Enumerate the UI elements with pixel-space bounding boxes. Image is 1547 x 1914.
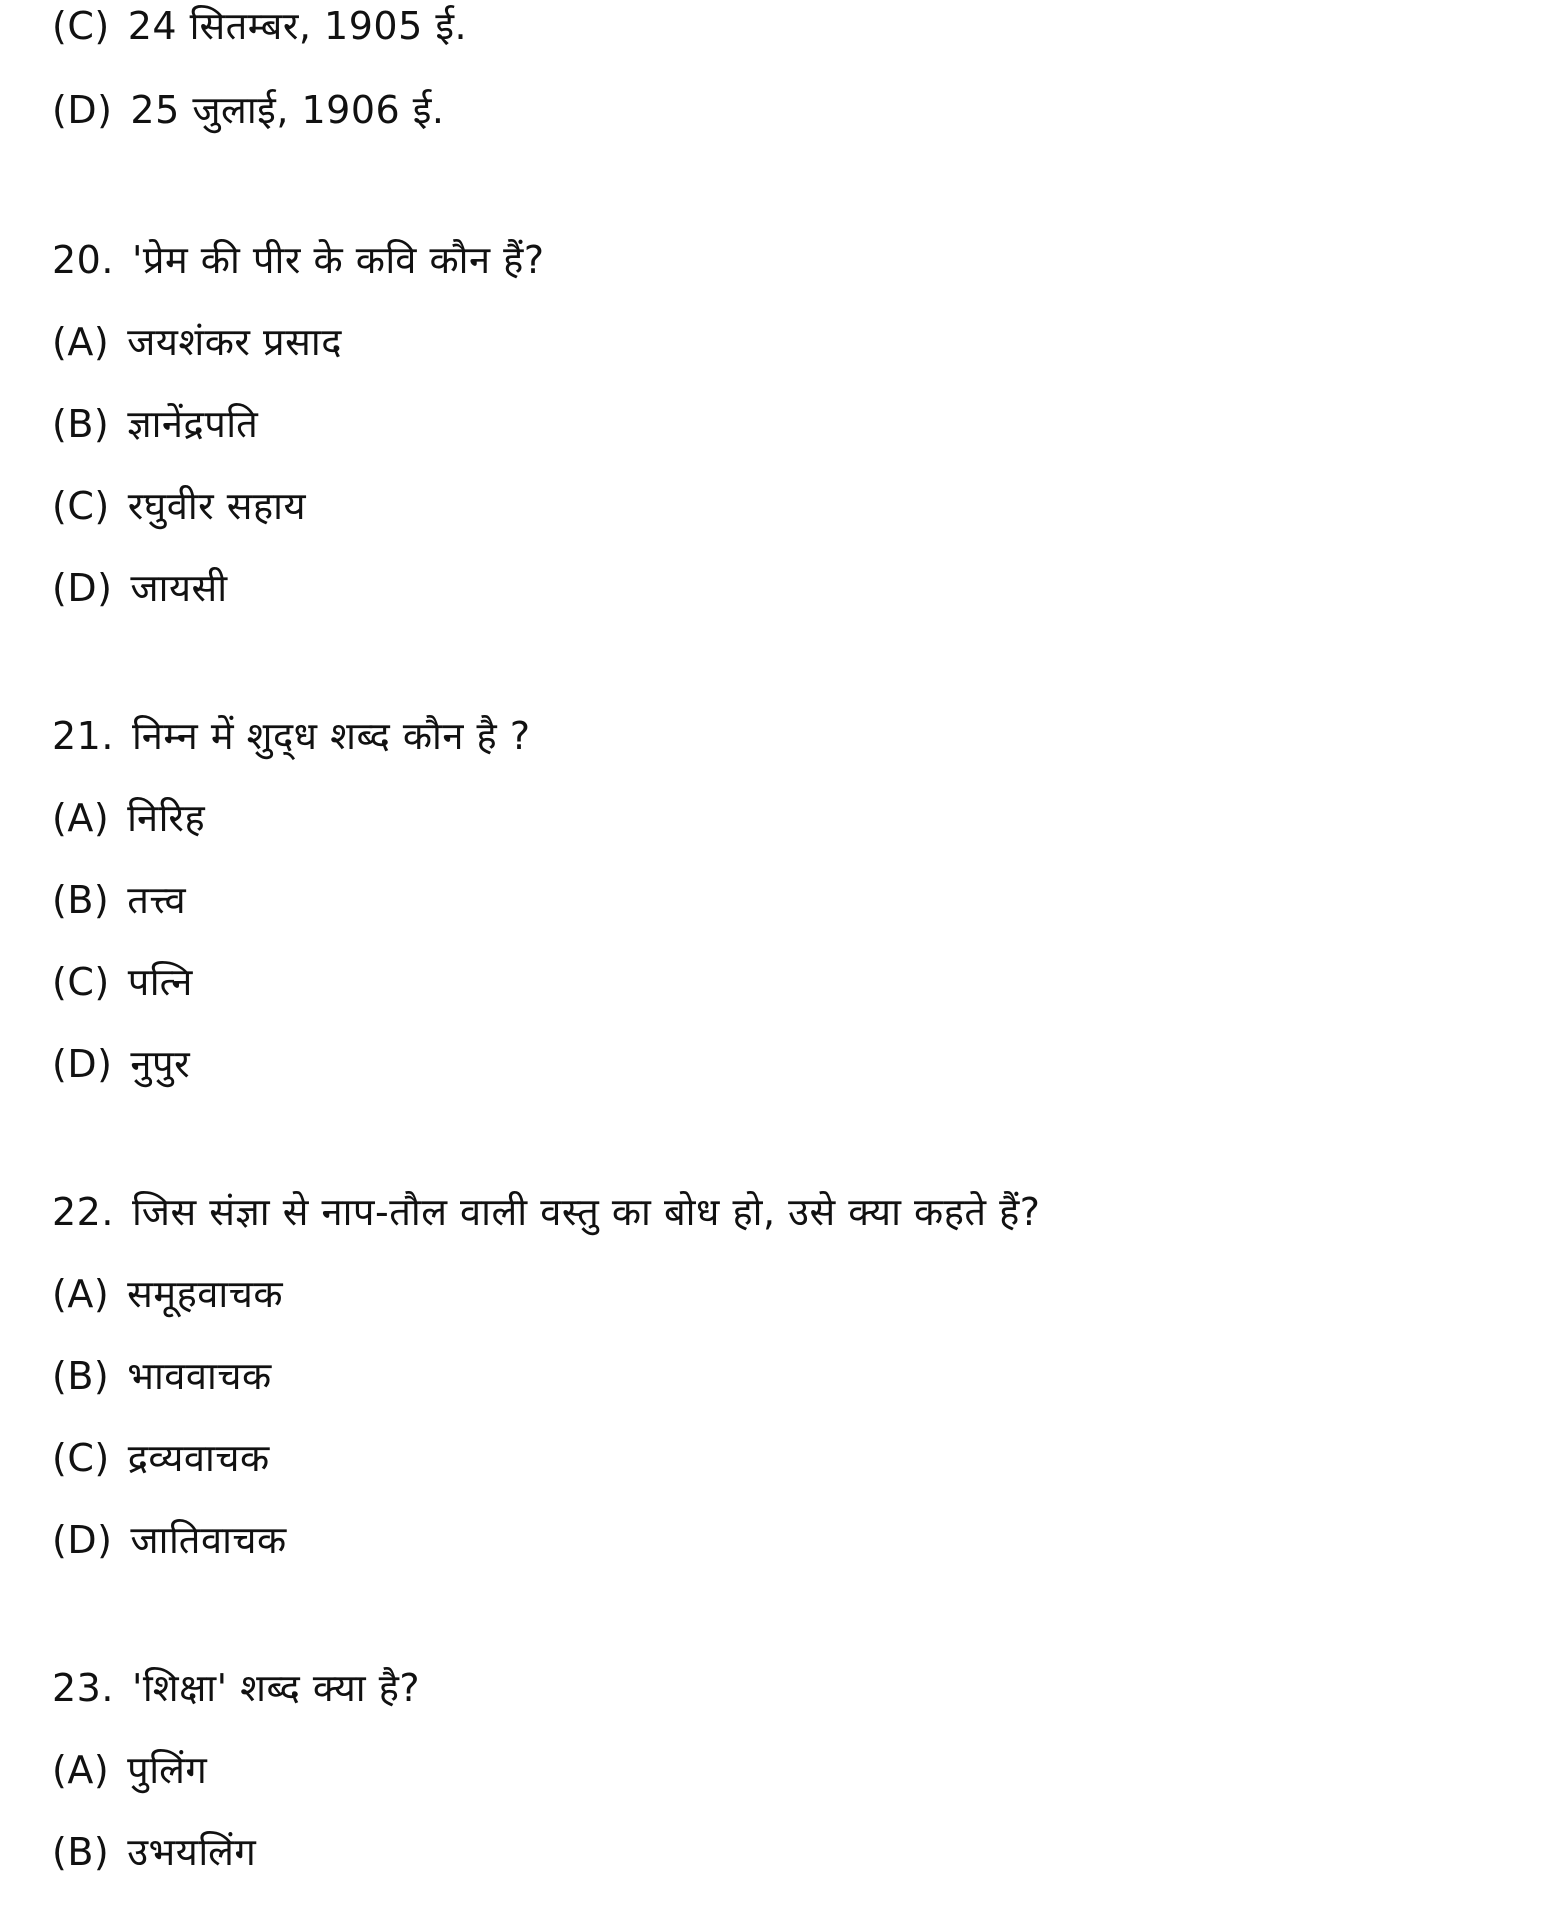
option-label: (B): [52, 402, 110, 446]
q22-option-d: [52, 1516, 287, 1564]
option-text: 24 सितम्बर, 1905 ई.: [127, 4, 468, 48]
q20-option-b: [52, 400, 258, 448]
option-prev-d: [52, 86, 445, 134]
option-label: (B): [52, 1830, 110, 1874]
option-text: ज्ञानेंद्रपति: [127, 402, 259, 446]
option-text: समूहवाचक: [127, 1272, 284, 1316]
option-text: जयशंकर प्रसाद: [127, 320, 342, 364]
q21-option-d: [52, 1040, 190, 1088]
question-text: 'शिक्षा' शब्द क्या है?: [131, 1666, 421, 1710]
question-21: [52, 712, 531, 760]
question-22: [52, 1188, 1040, 1236]
question-number: 22.: [52, 1190, 114, 1234]
option-label: (C): [52, 1436, 110, 1480]
question-number: 21.: [52, 714, 114, 758]
option-text: 25 जुलाई, 1906 ई.: [130, 88, 445, 132]
option-label: (D): [52, 1518, 113, 1562]
q22-option-b: [52, 1352, 272, 1400]
question-text: निम्न में शुद्‌ध शब्द कौन है ?: [131, 714, 531, 758]
q22-option-c: [52, 1434, 270, 1482]
option-label: (A): [52, 320, 110, 364]
option-text: निरिह: [127, 796, 206, 840]
option-label: (A): [52, 796, 110, 840]
question-20: [52, 236, 545, 284]
option-label: (A): [52, 1272, 110, 1316]
option-text: नुपुर: [130, 1042, 191, 1086]
option-label: (C): [52, 484, 110, 528]
option-label: (B): [52, 878, 110, 922]
question-text: जिस संज्ञा से नाप-तौल वाली वस्तु का बोध हो, उसे क्या कहते हैं?: [131, 1190, 1041, 1234]
option-text: उभयलिंग: [127, 1830, 257, 1874]
question-number: 20.: [52, 238, 114, 282]
q20-option-d: [52, 564, 228, 612]
option-label: (D): [52, 1042, 113, 1086]
question-23: [52, 1664, 420, 1712]
option-text: भाववाचक: [127, 1354, 272, 1398]
q20-option-a: [52, 318, 342, 366]
q21-option-b: [52, 876, 186, 924]
question-number: 23.: [52, 1666, 114, 1710]
option-text: जातिवाचक: [130, 1518, 287, 1562]
option-label: (D): [52, 88, 113, 132]
option-text: जायसी: [130, 566, 228, 610]
q22-option-a: [52, 1270, 283, 1318]
option-label: (B): [52, 1354, 110, 1398]
q21-option-a: [52, 794, 205, 842]
option-label: (D): [52, 566, 113, 610]
q23-option-a: [52, 1746, 207, 1794]
option-text: रघुवीर सहाय: [127, 484, 307, 528]
option-text: तत्त्व: [127, 878, 187, 922]
question-text: 'प्रेम की पीर के कवि कौन हैं?: [131, 238, 545, 282]
option-prev-c: [52, 2, 467, 50]
option-label: (C): [52, 960, 110, 1004]
option-text: पत्नि: [127, 960, 193, 1004]
option-text: द्रव्यवाचक: [127, 1436, 270, 1480]
option-label: (C): [52, 4, 110, 48]
q23-option-b: [52, 1828, 256, 1876]
q20-option-c: [52, 482, 306, 530]
q21-option-c: [52, 958, 193, 1006]
option-text: पुलिंग: [127, 1748, 208, 1792]
option-label: (A): [52, 1748, 110, 1792]
